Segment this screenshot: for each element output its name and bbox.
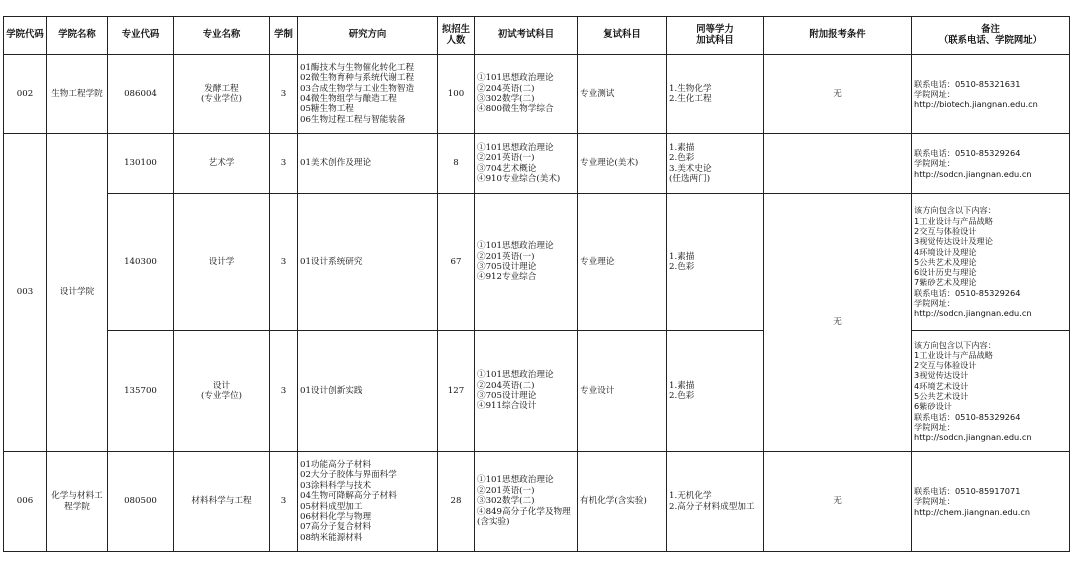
school-name-cell: 化学与材料工程学院 bbox=[47, 452, 108, 552]
cell-line: 1工业设计与产品战略 bbox=[914, 349, 993, 360]
major-code-cell: 130100 bbox=[108, 134, 174, 194]
cell-line: 该方向包含以下内容： bbox=[914, 205, 996, 216]
school-name-cell: 设计学院 bbox=[47, 134, 108, 452]
header-first-exam: 初试考试科目 bbox=[475, 17, 578, 55]
cell-line: (专业学位) bbox=[200, 391, 243, 401]
research-cell bbox=[298, 55, 438, 134]
cell-line: ①101思想政治理论 bbox=[477, 475, 554, 486]
duration-cell: 3 bbox=[270, 134, 298, 194]
major-code-cell: 140300 bbox=[108, 194, 174, 331]
cell-line: ④911综合设计 bbox=[477, 401, 537, 412]
header-equiv: 同等学力 加试科目 bbox=[667, 17, 764, 55]
enroll-cell: 8 bbox=[438, 134, 475, 194]
research-cell bbox=[298, 452, 438, 552]
extra-cell bbox=[764, 134, 912, 194]
header-row bbox=[4, 17, 1070, 55]
research-cell bbox=[298, 194, 438, 331]
notes-cell bbox=[912, 452, 1070, 552]
extra-cell: 无 bbox=[764, 55, 912, 134]
cell-line: ③302数学(二) bbox=[477, 496, 535, 507]
cell-line: ④800微生物学综合 bbox=[477, 104, 554, 115]
cell-line: 设计学 bbox=[208, 256, 235, 267]
table-row bbox=[4, 55, 1070, 134]
cell-line: ④912专业综合 bbox=[477, 272, 537, 283]
retest-cell: 专业理论(美术) bbox=[578, 134, 667, 194]
cell-line: ④910专业综合(美术) bbox=[477, 173, 561, 184]
major-name-cell bbox=[174, 194, 270, 331]
cell-line: 1工业设计与产品战略 bbox=[914, 215, 993, 226]
cell-line: 02大分子胶体与界面科学 bbox=[300, 470, 397, 481]
header-enroll: 拟招生 人数 bbox=[438, 17, 475, 55]
equiv-cell bbox=[667, 134, 764, 194]
cell-line: ④849高分子化学及物理 bbox=[477, 506, 571, 517]
cell-line: 07高分子复合材料 bbox=[300, 522, 372, 533]
cell-line: 3视觉传达设计及理论 bbox=[914, 236, 993, 247]
extra-cell: 无 bbox=[764, 452, 912, 552]
cell-line: 04微生物组学与酿造工程 bbox=[300, 94, 397, 104]
school-name-cell: 生物工程学院 bbox=[47, 55, 108, 134]
enroll-cell: 28 bbox=[438, 452, 475, 552]
cell-line: 联系电话：0510-85329264 bbox=[914, 287, 1021, 298]
cell-line: ③705设计理论 bbox=[477, 262, 537, 272]
table-row bbox=[4, 134, 1070, 194]
cell-line: 5公共艺术设计 bbox=[914, 391, 969, 401]
cell-line: 1.素描 bbox=[669, 380, 695, 391]
enroll-cell: 67 bbox=[438, 194, 475, 331]
cell-line: ①101思想政治理论 bbox=[477, 142, 554, 153]
extra-cell: 无 bbox=[764, 194, 912, 452]
enroll-cell: 127 bbox=[438, 331, 475, 452]
cell-line: 2.色彩 bbox=[669, 262, 695, 272]
cell-line: 04生物可降解高分子材料 bbox=[300, 491, 397, 502]
header-duration: 学制 bbox=[270, 17, 298, 55]
notes-cell bbox=[912, 194, 1070, 331]
first-exam-cell bbox=[475, 134, 578, 194]
school-code-cell: 002 bbox=[4, 55, 47, 134]
major-name-cell bbox=[174, 134, 270, 194]
cell-line: 学院网址： bbox=[914, 158, 955, 169]
cell-line: 联系电话：0510-85329264 bbox=[914, 411, 1021, 422]
cell-line: 7紫砂艺术及理论 bbox=[914, 277, 977, 288]
cell-line: 艺术学 bbox=[208, 158, 235, 169]
cell-line: 学院网址： bbox=[914, 88, 955, 99]
header-retest: 复试科目 bbox=[578, 17, 667, 55]
school-code-cell: 006 bbox=[4, 452, 47, 552]
cell-line: 2.生化工程 bbox=[669, 94, 712, 104]
cell-line: ①101思想政治理论 bbox=[477, 73, 554, 84]
cell-line: 发酵工程 bbox=[204, 83, 239, 94]
equiv-cell bbox=[667, 331, 764, 452]
table-row bbox=[4, 194, 1070, 331]
cell-line: (任选两门) bbox=[669, 173, 711, 184]
header-research: 研究方向 bbox=[298, 17, 438, 55]
cell-line[interactable]: http://biotech.jiangnan.edu.cn bbox=[914, 99, 1038, 110]
duration-cell: 3 bbox=[270, 194, 298, 331]
first-exam-cell bbox=[475, 55, 578, 134]
cell-line: 联系电话：0510-85917071 bbox=[914, 486, 1021, 497]
research-cell bbox=[298, 134, 438, 194]
major-name-cell bbox=[174, 331, 270, 452]
admissions-table bbox=[3, 16, 1070, 552]
cell-line: 学院网址： bbox=[914, 298, 955, 309]
cell-line: 1.生物化学 bbox=[669, 83, 712, 94]
duration-cell: 3 bbox=[270, 331, 298, 452]
cell-line: 2交互与体验设计 bbox=[914, 225, 977, 236]
cell-line: 1.素描 bbox=[669, 251, 695, 262]
cell-line: ②201英语(一) bbox=[477, 153, 535, 164]
first-exam-cell bbox=[475, 194, 578, 331]
cell-line: 设计 bbox=[212, 380, 231, 391]
cell-line: ②201英语(一) bbox=[477, 485, 535, 496]
cell-line: 2.色彩 bbox=[669, 153, 695, 164]
cell-line: ②204英语(二) bbox=[477, 380, 535, 391]
cell-line: 6紫砂设计 bbox=[914, 401, 952, 412]
cell-line: 01设计创新实践 bbox=[300, 385, 363, 396]
notes-cell bbox=[912, 331, 1070, 452]
cell-line: 1.无机化学 bbox=[669, 491, 712, 502]
major-code-cell: 086004 bbox=[108, 55, 174, 134]
header-major-name: 专业名称 bbox=[174, 17, 270, 55]
notes-cell bbox=[912, 55, 1070, 134]
header-major-code: 专业代码 bbox=[108, 17, 174, 55]
cell-line: 2.高分子材料成型加工 bbox=[669, 501, 755, 512]
equiv-cell bbox=[667, 55, 764, 134]
cell-line[interactable]: http://sodcn.jiangnan.edu.cn bbox=[914, 168, 1032, 179]
cell-line: 6设计历史与理论 bbox=[914, 267, 977, 278]
cell-line: 材料科学与工程 bbox=[191, 496, 252, 507]
retest-cell: 有机化学(含实验) bbox=[578, 452, 667, 552]
cell-line: ②204英语(二) bbox=[477, 83, 535, 94]
cell-line[interactable]: http://sodcn.jiangnan.edu.cn bbox=[914, 432, 1032, 443]
major-name-cell bbox=[174, 452, 270, 552]
cell-line: 03涂料科学与技术 bbox=[300, 480, 372, 491]
cell-line: (专业学位) bbox=[200, 94, 243, 104]
school-code-cell: 003 bbox=[4, 134, 47, 452]
cell-line: ①101思想政治理论 bbox=[477, 241, 554, 252]
cell-line: 01设计系统研究 bbox=[300, 256, 363, 267]
cell-line: 5公共艺术及理论 bbox=[914, 256, 977, 267]
cell-line: 01美术创作及理论 bbox=[300, 158, 372, 169]
equiv-cell bbox=[667, 194, 764, 331]
cell-line: 该方向包含以下内容： bbox=[914, 339, 996, 350]
cell-line: 联系电话：0510-85321631 bbox=[914, 78, 1021, 89]
cell-line: 01酶技术与生物催化转化工程 bbox=[300, 62, 415, 73]
cell-line: 4环境艺术设计 bbox=[914, 380, 969, 391]
enroll-cell: 100 bbox=[438, 55, 475, 134]
cell-line: 2交互与体验设计 bbox=[914, 360, 977, 371]
cell-line: ①101思想政治理论 bbox=[477, 370, 554, 381]
cell-line: 06生物过程工程与智能装备 bbox=[300, 114, 406, 125]
header-school-name: 学院名称 bbox=[47, 17, 108, 55]
research-cell bbox=[298, 331, 438, 452]
cell-line: ③704艺术概论 bbox=[477, 163, 537, 174]
equiv-cell bbox=[667, 452, 764, 552]
retest-cell: 专业测试 bbox=[578, 55, 667, 134]
retest-cell: 专业设计 bbox=[578, 331, 667, 452]
first-exam-cell bbox=[475, 331, 578, 452]
cell-line: 06材料化学与物理 bbox=[300, 511, 372, 522]
header-extra: 附加报考条件 bbox=[764, 17, 912, 55]
cell-line: 学院网址： bbox=[914, 496, 955, 507]
cell-line: 08纳米能源材料 bbox=[300, 532, 363, 543]
notes-cell bbox=[912, 134, 1070, 194]
cell-line: 学院网址： bbox=[914, 421, 955, 432]
cell-line: 3.美术史论 bbox=[669, 163, 712, 174]
cell-line: 05糖生物工程 bbox=[300, 104, 354, 115]
duration-cell: 3 bbox=[270, 452, 298, 552]
cell-line: 05材料成型加工 bbox=[300, 501, 363, 512]
cell-line: 02微生物育种与系统代谢工程 bbox=[300, 73, 415, 84]
cell-line[interactable]: http://sodcn.jiangnan.edu.cn bbox=[914, 308, 1032, 319]
cell-line: 2.色彩 bbox=[669, 391, 695, 401]
table-row bbox=[4, 452, 1070, 552]
header-school-code: 学院代码 bbox=[4, 17, 47, 55]
cell-line: 03合成生物学与工业生物智造 bbox=[300, 83, 415, 94]
cell-line: ③302数学(二) bbox=[477, 94, 535, 104]
cell-line: 3视觉传达设计 bbox=[914, 370, 969, 381]
retest-cell: 专业理论 bbox=[578, 194, 667, 331]
duration-cell: 3 bbox=[270, 55, 298, 134]
cell-line: ③705设计理论 bbox=[477, 391, 537, 401]
first-exam-cell bbox=[475, 452, 578, 552]
cell-line: 1.素描 bbox=[669, 142, 695, 153]
cell-line: 联系电话：0510-85329264 bbox=[914, 148, 1021, 159]
header-notes: 备注 （联系电话、学院网址） bbox=[912, 17, 1070, 55]
major-code-cell: 080500 bbox=[108, 452, 174, 552]
cell-line: 01功能高分子材料 bbox=[300, 459, 372, 470]
major-name-cell bbox=[174, 55, 270, 134]
cell-line: (含实验) bbox=[477, 517, 510, 528]
major-code-cell: 135700 bbox=[108, 331, 174, 452]
cell-line: 4环境设计及理论 bbox=[914, 246, 977, 257]
cell-line[interactable]: http://chem.jiangnan.edu.cn bbox=[914, 506, 1031, 517]
cell-line: ②201英语(一) bbox=[477, 251, 535, 262]
